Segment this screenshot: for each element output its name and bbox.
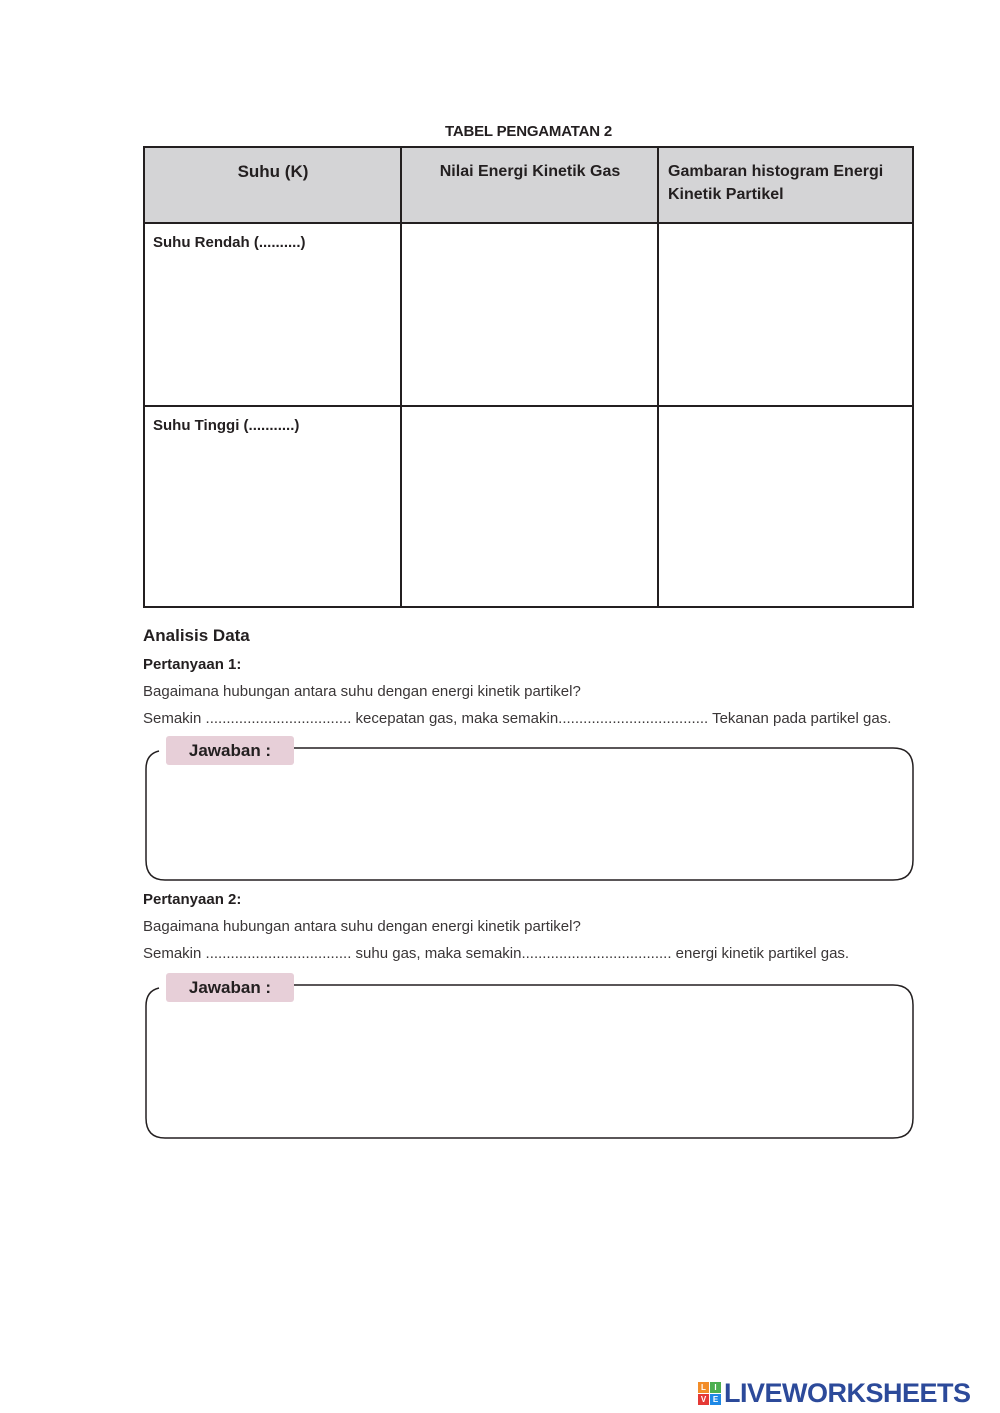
question-1-title: Pertanyaan 1: — [143, 656, 242, 673]
header-temperature: Suhu (K) — [144, 147, 401, 223]
cell-low-energy-input[interactable] — [401, 223, 658, 406]
answer-box-1-frame — [145, 747, 915, 882]
question-2-title: Pertanyaan 2: — [143, 891, 242, 908]
cell-low-histogram-input[interactable] — [658, 223, 913, 406]
cell-high-energy-input[interactable] — [401, 406, 658, 607]
liveworksheets-logo — [698, 1377, 971, 1409]
answer-box-2-frame — [145, 984, 915, 1140]
question-1-statement: Semakin ................................... kecepatan gas, maka semakin.................................... Tekanan pada partikel gas. — [143, 710, 892, 727]
row-label-low-temp: Suhu Rendah (..........) — [144, 223, 401, 406]
table-row — [144, 406, 913, 607]
question-1-text: Bagaimana hubungan antara suhu dengan energi kinetik partikel? — [143, 683, 581, 700]
cell-high-histogram-input[interactable] — [658, 406, 913, 607]
logo-text: LIVEWORKSHEETS — [724, 1377, 971, 1408]
header-kinetic-energy: Nilai Energi Kinetik Gas — [401, 147, 658, 223]
row-label-high-temp: Suhu Tinggi (...........) — [144, 406, 401, 607]
answer-label-2: Jawaban : — [166, 973, 294, 1002]
logo-mark-icon: L I V E — [698, 1382, 721, 1405]
question-2-statement: Semakin ................................... suhu gas, maka semakin.................................... energi kinetik partikel gas. — [143, 945, 850, 962]
question-2-text: Bagaimana hubungan antara suhu dengan energi kinetik partikel? — [143, 918, 581, 935]
table-header-row — [144, 147, 913, 223]
table-row — [144, 223, 913, 406]
answer-box-2[interactable] — [145, 978, 915, 1140]
header-histogram: Gambaran histogram Energi Kinetik Partikel — [658, 147, 913, 223]
observation-table — [143, 146, 914, 608]
answer-label-1: Jawaban : — [166, 736, 294, 765]
answer-box-1[interactable] — [145, 741, 915, 882]
table-title: TABEL PENGAMATAN 2 — [445, 123, 612, 140]
analysis-heading: Analisis Data — [143, 626, 250, 645]
